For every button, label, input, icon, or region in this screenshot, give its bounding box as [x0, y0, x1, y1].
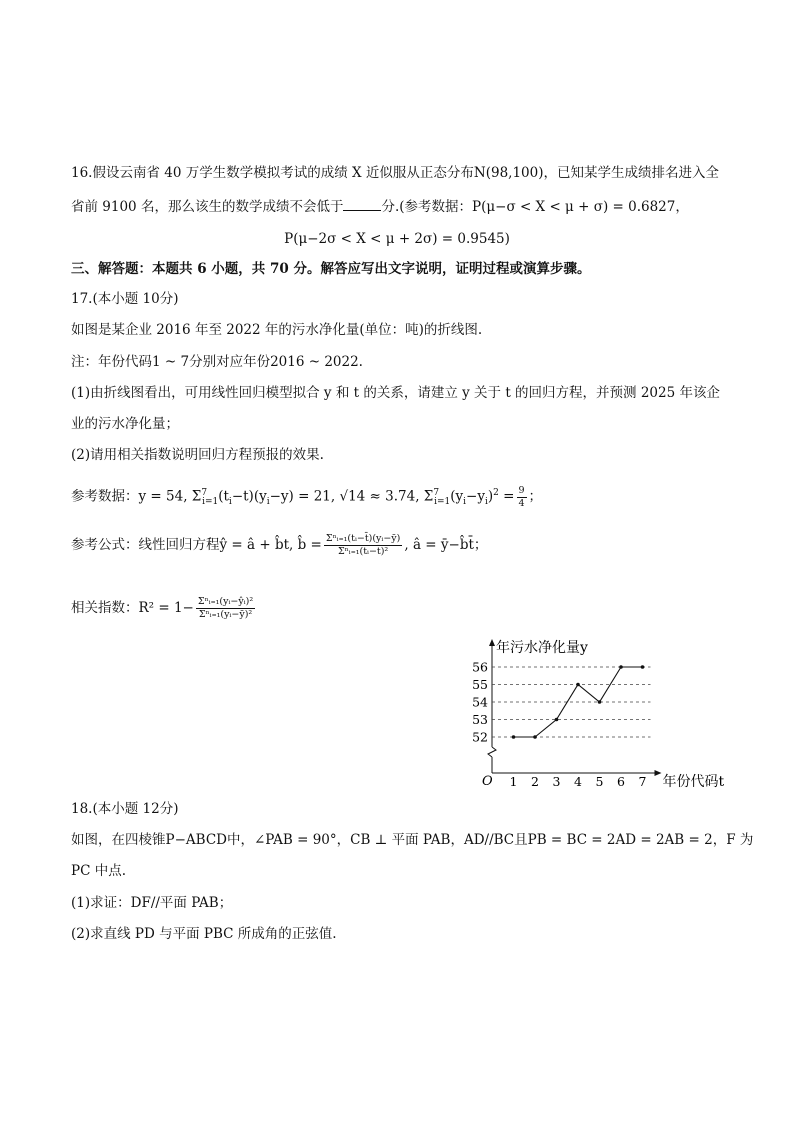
y-tick-52: 52 [472, 729, 488, 745]
data-point-2 [533, 735, 537, 739]
q16-line2-b: 分.(参考数据：P(μ−σ < X < μ + σ) = 0.6827， [381, 199, 689, 215]
ref-data-b: (t [218, 488, 229, 505]
frac-num: 9 [518, 484, 525, 496]
ref-formula-fraction [324, 533, 403, 558]
ref-data-d: −y) = 21, √14 ≈ 3.74, Σ [269, 488, 434, 505]
q16-line3: P(μ−2σ < X < μ + 2σ) = 0.9545) [284, 231, 510, 247]
section3-heading: 三、解答题：本题共 6 小题，共 70 分。解答应写出文字说明，证明过程或演算步骤。 [71, 261, 591, 277]
corr-num: Σⁿᵢ₌₁(yᵢ−ŷᵢ)² [197, 596, 254, 607]
corr-fraction [196, 596, 255, 621]
q18-line1: 如图，在四棱锥P−ABCD中，∠PAB = 90°，CB ⊥ 平面 PAB，AD//BC且PB = BC = 2AD = 2AB = 2，F 为 [71, 832, 754, 848]
q16-line2 [71, 197, 731, 217]
q16-line2-a: 省前 9100 名，那么该生的数学成绩不会低于 [71, 199, 344, 215]
ref-data-label: 参考数据： [71, 488, 139, 505]
ref-data-a: y = 54, Σ [138, 488, 202, 505]
ref-data-e: (y [450, 488, 464, 505]
q18-header: 18.(本小题 12分) [71, 801, 179, 817]
x-tick-3: 3 [552, 774, 561, 789]
x-axis-arrow [655, 770, 662, 776]
x-tick-6: 6 [617, 774, 625, 789]
ref-data-g: ) [487, 488, 494, 505]
q17-ref-data: 参考数据：y = 54, $\Sigma^7_{i=1}(t_i-t)(y_i-y) = 21$, √14 ≈ 3.74, $\Sigma^7_{i=1}(y_i-y_i)^2$ = $\frac{9}{4}$ ； [71, 484, 543, 509]
x-tick-2: 2 [531, 774, 539, 789]
pollution-line-chart [470, 636, 730, 796]
q17-part1-a: (1)由折线图看出，可用线性回归模型拟合 y 和 t 的关系，请建立 y 关于 t 的回归方程，并预测 2025 年该企 [71, 385, 720, 401]
q17-part1-b: 业的污水净化量； [71, 416, 179, 432]
x-axis-label: 年份代码t [662, 774, 725, 790]
data-point-7 [641, 665, 645, 669]
q18-line2: PC 中点. [71, 863, 126, 879]
y-axis-arrow [489, 639, 495, 646]
y-tick-55: 55 [472, 677, 488, 692]
ref-formula-num: Σⁿᵢ₌₁(tᵢ−t̄)(yᵢ−ȳ) [325, 533, 401, 544]
ref-data-fraction [517, 485, 527, 510]
data-point-1 [512, 735, 516, 739]
q17-note: 注：年份代码1 ~ 7分别对应年份2016 ~ 2022. [71, 354, 363, 370]
y-axis-break [488, 747, 496, 757]
q17-header: 17.(本小题 10分) [71, 291, 179, 307]
x-tick-1: 1 [509, 774, 518, 789]
ref-data-c: −t)(y [231, 488, 267, 505]
answer-blank [343, 198, 381, 211]
data-point-5 [598, 700, 602, 704]
y-tick-56: 56 [472, 659, 488, 675]
corr-label: 相关指数：R² = 1− [71, 600, 194, 616]
corr-den: Σⁿᵢ₌₁(yᵢ−ȳ)² [198, 609, 253, 620]
y-axis-label: 年污水净化量y [496, 640, 588, 656]
q17-corr [71, 596, 731, 621]
origin-label: O [482, 774, 493, 789]
q16-line1: 16.假设云南省 40 万学生数学模拟考试的成绩 X 近似服从正态分布N(98,100)，已知某学生成绩排名进入全 [71, 165, 720, 181]
frac-den: 4 [518, 497, 525, 509]
q17-part2: (2)请用相关指数说明回归方程预报的效果. [71, 447, 324, 463]
data-point-3 [555, 718, 559, 722]
q17-ref-formula [71, 533, 731, 558]
ref-formula-den: Σⁿᵢ₌₁(tᵢ−t̄)² [337, 546, 389, 557]
data-point-6 [619, 665, 623, 669]
y-tick-54: 54 [472, 694, 488, 710]
ref-formula-eq: ŷ = â + b̂t, b̂ = [219, 537, 322, 553]
q17-intro: 如图是某企业 2016 年至 2022 年的污水净化量(单位：吨)的折线图. [71, 322, 483, 338]
data-point-4 [576, 683, 580, 687]
x-tick-5: 5 [595, 774, 604, 789]
ref-formula-label: 参考公式：线性回归方程 [71, 537, 220, 553]
ref-data-f: −y [466, 488, 485, 505]
ref-formula-tail: , â = ȳ−b̂t̄； [404, 537, 488, 553]
x-tick-7: 7 [638, 774, 647, 789]
y-tick-53: 53 [472, 712, 488, 727]
q18-part2: (2)求直线 PD 与平面 PBC 所成角的正弦值. [71, 926, 337, 942]
x-tick-4: 4 [574, 774, 582, 789]
q18-part1: (1)求证：DF//平面 PAB； [71, 895, 233, 911]
